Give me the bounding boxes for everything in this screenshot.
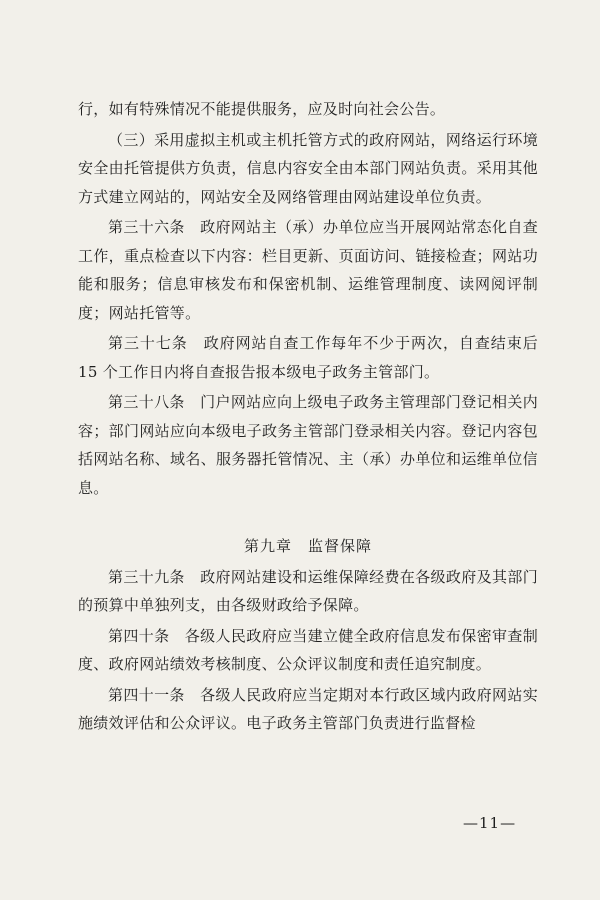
chapter-heading: 第九章 监督保障 [243,537,372,555]
paragraph-continuation: 行，如有特殊情况不能提供服务，应及时向社会公告。 [78,100,446,118]
article-37: 第三十七条 政府网站自查工作每年不少于两次，自查结束后 15 个工作日内将自查报告报本级电子政务主管部门。 [78,334,538,381]
article-38: 第三十八条 门户网站应向上级电子政务主管理部门登记相关内容；部门网站应向本级电子政务主管部门登录相关内容。登记内容包括网站名称、域名、服务器托管情况、主（承）办单位和运维单位信息。 [78,393,538,497]
article-36: 第三十六条 政府网站主（承）办单位应当开展网站常态化自查工作，重点检查以下内容：栏目更新、页面访问、链接检查；网站功能和服务；信息审核发布和保密机制、运维管理制度、读网阅评制度；网站托管等。 [78,218,538,322]
article-40: 第四十条 各级人民政府应当建立健全政府信息发布保密审查制度、政府网站绩效考核制度、公众评议制度和责任追究制度。 [78,626,538,673]
document-body [78,95,538,738]
article-39: 第三十九条 政府网站建设和运维保障经费在各级政府及其部门的预算中单独列支，由各级财政给予保障。 [78,567,538,614]
page-number: —11— [463,814,517,832]
paragraph-item-3: （三）采用虚拟主机或主机托管方式的政府网站，网络运行环境安全由托管提供方负责，信息内容安全由本部门网站负责。采用其他方式建立网站的，网站安全及网络管理由网站建设单位负责。 [78,130,538,206]
article-41: 第四十一条 各级人民政府应当定期对本行政区域内政府网站实施绩效评估和公众评议。电子政务主管部门负责进行监督检 [78,685,538,732]
